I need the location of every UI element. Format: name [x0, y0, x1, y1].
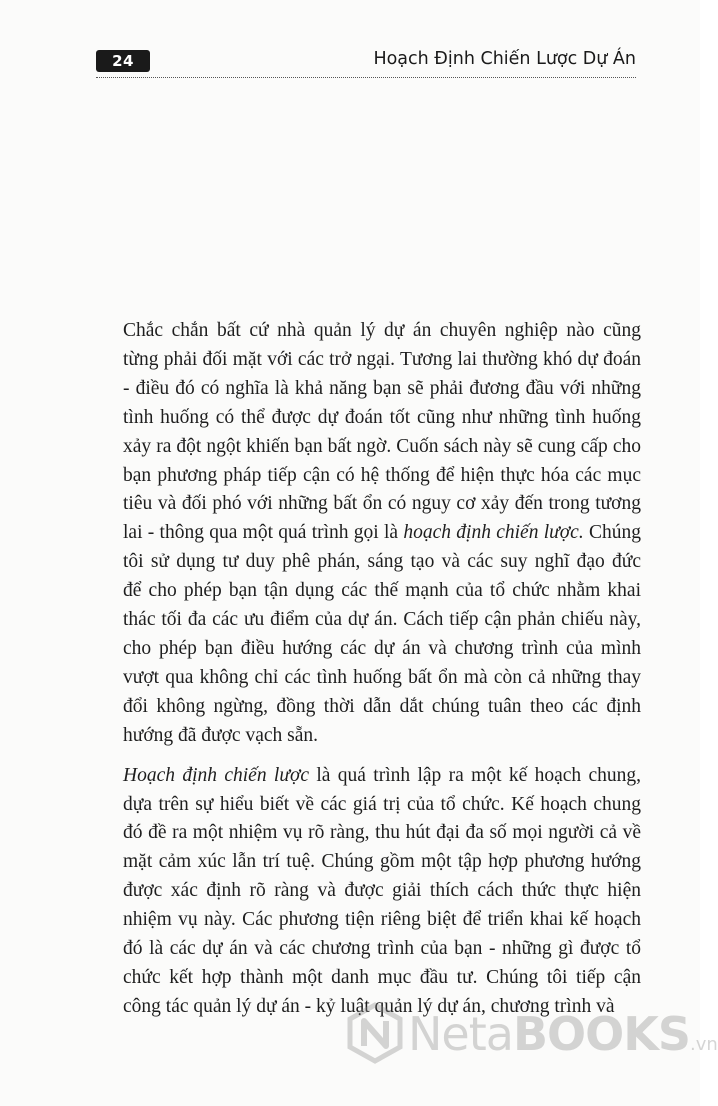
- text-line: tôi sử dụng tư duy phê phán, sáng tạo và các suy nghĩ đạo đức: [123, 551, 641, 573]
- text-line: xảy ra đột ngột khiến bạn bất ngờ. Cuốn sách này sẽ cung cấp cho: [123, 435, 641, 457]
- text-line: tình huống có thể được dự đoán tốt cũng như những tình huống: [123, 406, 641, 428]
- text-run: lai - thông qua một quá trình gọi là: [123, 522, 404, 544]
- watermark-text: [408, 1008, 718, 1071]
- paragraph-1: [123, 317, 641, 751]
- text-line: mặt cảm xúc lẫn trí tuệ. Chúng gồm một tập hợp phương hướng: [123, 851, 641, 873]
- text-line: Chắc chắn bất cứ nhà quản lý dự án chuyên nghiệp nào cũng: [123, 320, 641, 341]
- body-text: [123, 317, 641, 1022]
- watermark-suffix: .vn: [689, 1034, 718, 1055]
- paragraph-2: [123, 762, 641, 1022]
- text-run: Chúng: [583, 522, 641, 544]
- text-line: [123, 762, 641, 791]
- header-divider: [96, 77, 636, 78]
- netabooks-logo-icon: [344, 1002, 406, 1064]
- text-line: thác tối đa các ưu điểm của dự án. Cách tiếp cận phản chiếu này,: [123, 609, 641, 631]
- text-line: hướng đã được vạch sẵn.: [123, 724, 318, 746]
- text-line: đổi không ngừng, đồng thời dẫn dắt chúng tuân theo các định: [123, 695, 641, 717]
- text-run: là quá trình lập ra một kế hoạch chung,: [309, 764, 642, 786]
- text-line: chức kết hợp thành một danh mục đầu tư. Chúng tôi tiếp cận: [123, 966, 641, 988]
- watermark-brand-2: BOOKS: [512, 1007, 690, 1061]
- page-header: [96, 44, 636, 74]
- text-line: bạn phương pháp tiếp cận có hệ thống để hiện thực hóa các mục: [123, 464, 641, 486]
- italic-term: Hoạch định chiến lược: [123, 764, 310, 786]
- text-line: từng phải đối mặt với các trở ngại. Tương lai thường khó dự đoán: [123, 348, 641, 370]
- text-line: vượt qua không chỉ các tình huống bất ổn mà còn cả những thay: [123, 666, 641, 688]
- page-number: 24: [96, 50, 150, 72]
- running-title: Hoạch Định Chiến Lược Dự Án: [373, 49, 636, 69]
- text-line: cho phép bạn điều hướng các dự án và chương trình của mình: [123, 637, 641, 659]
- text-line: - điều đó có nghĩa là khả năng bạn sẽ phải đương đầu với những: [123, 377, 641, 399]
- text-line: nhiệm vụ này. Các phương tiện riêng biệt để triển khai kế hoạch: [123, 909, 641, 931]
- text-line: đó là các dự án và các chương trình của bạn - những gì được tổ: [123, 938, 641, 960]
- text-line: dựa trên sự hiểu biết về các giá trị của tổ chức. Kế hoạch chung: [123, 793, 641, 815]
- text-line: được xác định rõ ràng và được giải thích cách thức thực hiện: [123, 880, 641, 902]
- text-line: tiêu và đối phó với những bất ổn có nguy cơ xảy đến trong tương: [123, 493, 641, 515]
- text-line: công tác quản lý dự án - kỷ luật quản lý dự án, chương trình và: [123, 995, 615, 1017]
- text-line: đó đề ra một nhiệm vụ rõ ràng, thu hút đại đa số mọi người cả về: [123, 822, 641, 844]
- italic-term: hoạch định chiến lược.: [403, 522, 584, 544]
- watermark-brand-1: Neta: [408, 1007, 513, 1061]
- text-line: để cho phép bạn tận dụng các thế mạnh của tổ chức nhằm khai: [123, 580, 641, 602]
- text-line: [123, 519, 641, 548]
- publisher-watermark: [344, 1000, 718, 1072]
